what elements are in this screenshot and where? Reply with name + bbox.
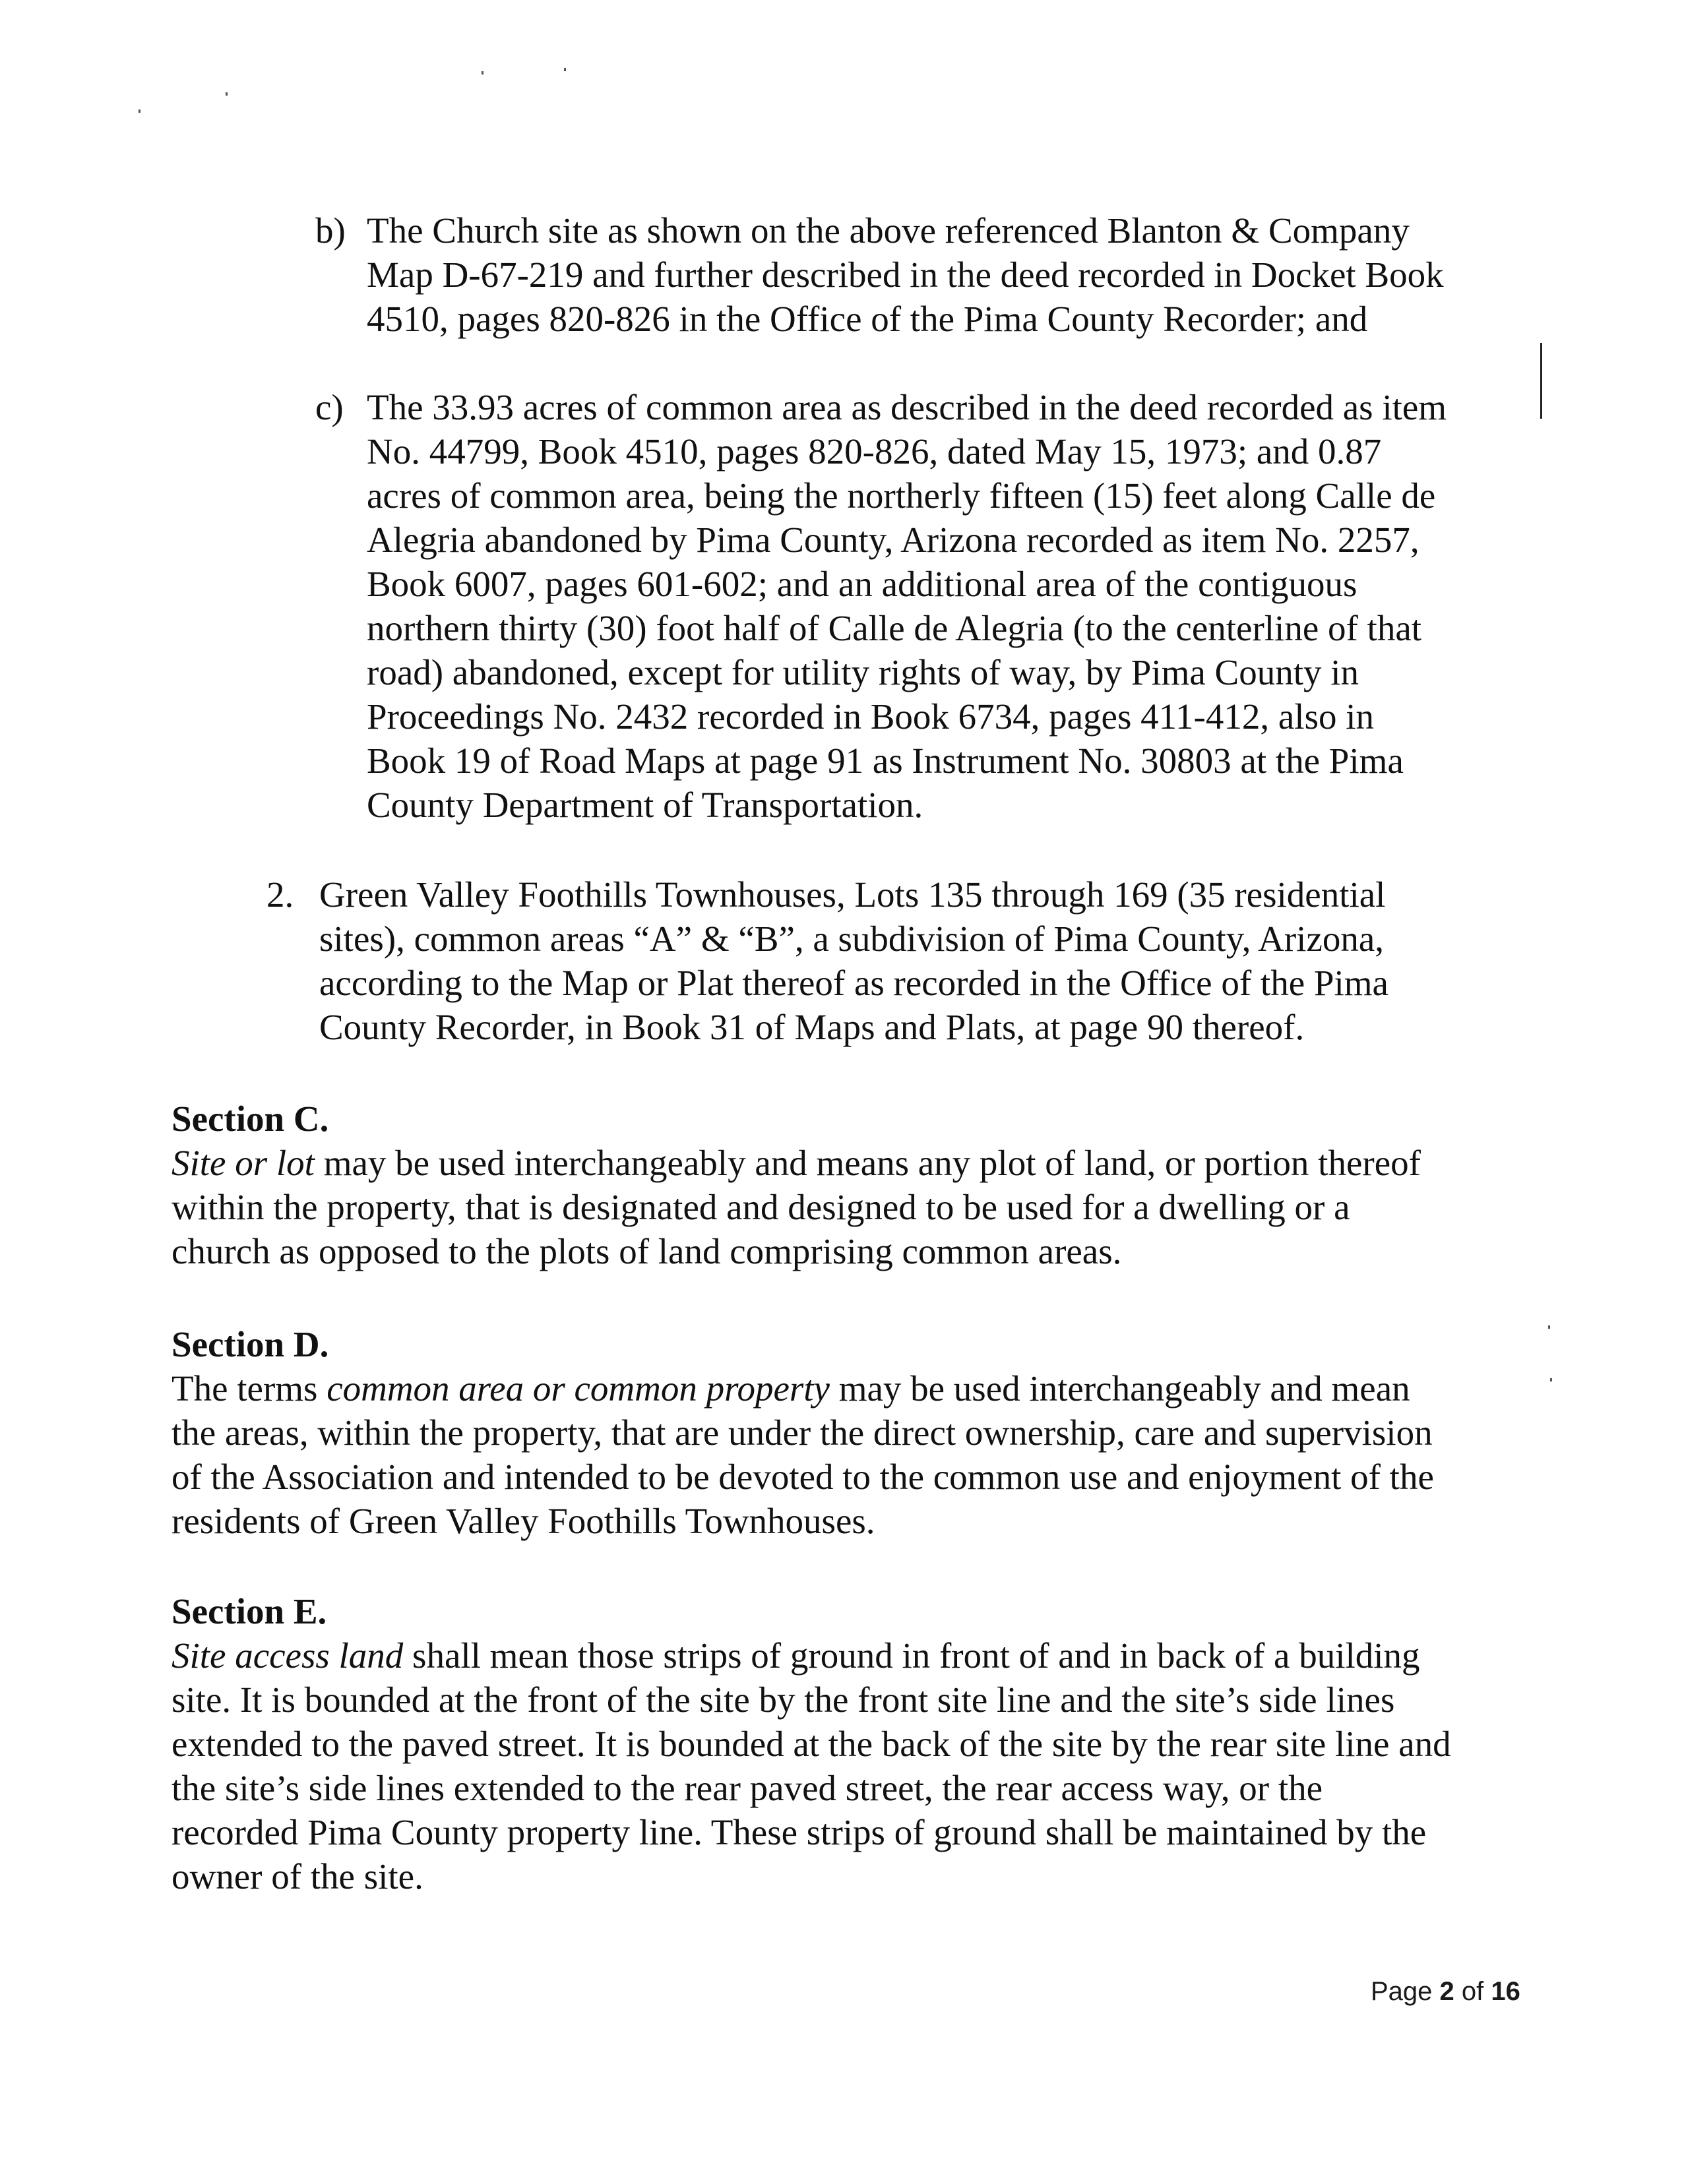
- section-d-line1-rest: may be used interchangeably and mean: [829, 1368, 1410, 1409]
- item-b-line: The Church site as shown on the above referenced Blanton & Company: [367, 210, 1410, 251]
- section-e-line: the site’s side lines extended to the rear paved street, the rear access way, or the: [172, 1768, 1323, 1808]
- item-2-line: sites), common areas “A” & “B”, a subdivision of Pima County, Arizona,: [319, 919, 1385, 959]
- item-c-line: acres of common area, being the northerly fifteen (15) feet along Calle de: [367, 475, 1436, 516]
- scan-speck: [139, 109, 140, 113]
- item-2-marker: 2.: [266, 874, 294, 915]
- section-e-term: Site access land: [172, 1635, 404, 1676]
- section-e-line: extended to the paved street. It is bounded at the back of the site by the rear site line and: [172, 1724, 1451, 1764]
- item-b-marker: b): [315, 210, 346, 251]
- scan-speck: [564, 68, 566, 71]
- item-c-line: Book 6007, pages 601-602; and an additional area of the contiguous: [367, 564, 1357, 604]
- section-c-body: [172, 1141, 1421, 1273]
- section-d-body: [172, 1366, 1434, 1543]
- item-c-text: [367, 385, 1447, 827]
- item-2-line: County Recorder, in Book 31 of Maps and Plats, at page 90 thereof.: [319, 1007, 1305, 1047]
- item-c-line: Proceedings No. 2432 recorded in Book 6734, pages 411-412, also in: [367, 696, 1375, 737]
- item-b-line: Map D-67-219 and further described in the deed recorded in Docket Book: [367, 255, 1444, 295]
- section-c-heading: Section C.: [172, 1099, 329, 1139]
- section-e-body: [172, 1633, 1451, 1898]
- section-e-line: owner of the site.: [172, 1856, 423, 1896]
- item-2-text: [319, 872, 1388, 1049]
- section-e-line1-rest: shall mean those strips of ground in front of and in back of a building: [403, 1635, 1420, 1676]
- item-b-text: [367, 208, 1444, 341]
- section-d-line: [172, 1366, 1434, 1410]
- section-e-line: site. It is bounded at the front of the site by the front site line and the site’s side lines: [172, 1680, 1395, 1720]
- item-2-line: Green Valley Foothills Townhouses, Lots 135 through 169 (35 residential: [319, 874, 1386, 915]
- item-c-line: Book 19 of Road Maps at page 91 as Instrument No. 30803 at the Pima: [367, 741, 1404, 781]
- section-c-line: church as opposed to the plots of land comprising common areas.: [172, 1231, 1122, 1271]
- page-prefix: Page: [1371, 1977, 1440, 2006]
- section-d-line: the areas, within the property, that are under the direct ownership, care and supervision: [172, 1412, 1433, 1453]
- scan-margin-mark: [1540, 343, 1542, 419]
- item-c-line: No. 44799, Book 4510, pages 820-826, dated May 15, 1973; and 0.87: [367, 431, 1382, 471]
- scan-speck: [482, 71, 483, 75]
- section-d-term: common area or common property: [327, 1368, 830, 1409]
- section-e-line: [172, 1633, 1451, 1678]
- page-total: 16: [1491, 1977, 1520, 2006]
- scan-speck: [226, 92, 228, 96]
- scan-speck: [1550, 1378, 1552, 1381]
- section-c-term: Site or lot: [172, 1143, 315, 1183]
- section-c-line: within the property, that is designated and designed to be used for a dwelling or a: [172, 1187, 1350, 1227]
- page-number: [1371, 1976, 1520, 2007]
- item-c-line: County Department of Transportation.: [367, 785, 923, 825]
- page-current: 2: [1439, 1977, 1454, 2006]
- section-d-heading: Section D.: [172, 1324, 329, 1364]
- section-d-line1-pre: The terms: [172, 1368, 327, 1409]
- section-e-line: recorded Pima County property line. These strips of ground shall be maintained by the: [172, 1812, 1427, 1852]
- page-of: of: [1454, 1977, 1491, 2006]
- item-c-line: northern thirty (30) foot half of Calle de Alegria (to the centerline of that: [367, 608, 1422, 648]
- item-2-line: according to the Map or Plat thereof as recorded in the Office of the Pima: [319, 963, 1388, 1003]
- item-c-marker: c): [315, 387, 344, 427]
- section-e-heading: Section E.: [172, 1591, 327, 1631]
- item-c-line: Alegria abandoned by Pima County, Arizona recorded as item No. 2257,: [367, 520, 1419, 560]
- section-d-line: of the Association and intended to be devoted to the common use and enjoyment of the: [172, 1457, 1434, 1497]
- section-c-line1-rest: may be used interchangeably and means any plot of land, or portion thereof: [314, 1143, 1421, 1183]
- item-c-line: road) abandoned, except for utility rights of way, by Pima County in: [367, 652, 1359, 692]
- section-d-line: residents of Green Valley Foothills Townhouses.: [172, 1501, 875, 1541]
- item-b-line: 4510, pages 820-826 in the Office of the Pima County Recorder; and: [367, 299, 1368, 339]
- scan-speck: [1548, 1325, 1550, 1329]
- item-c-line: The 33.93 acres of common area as described in the deed recorded as item: [367, 387, 1447, 427]
- section-c-line: [172, 1141, 1421, 1185]
